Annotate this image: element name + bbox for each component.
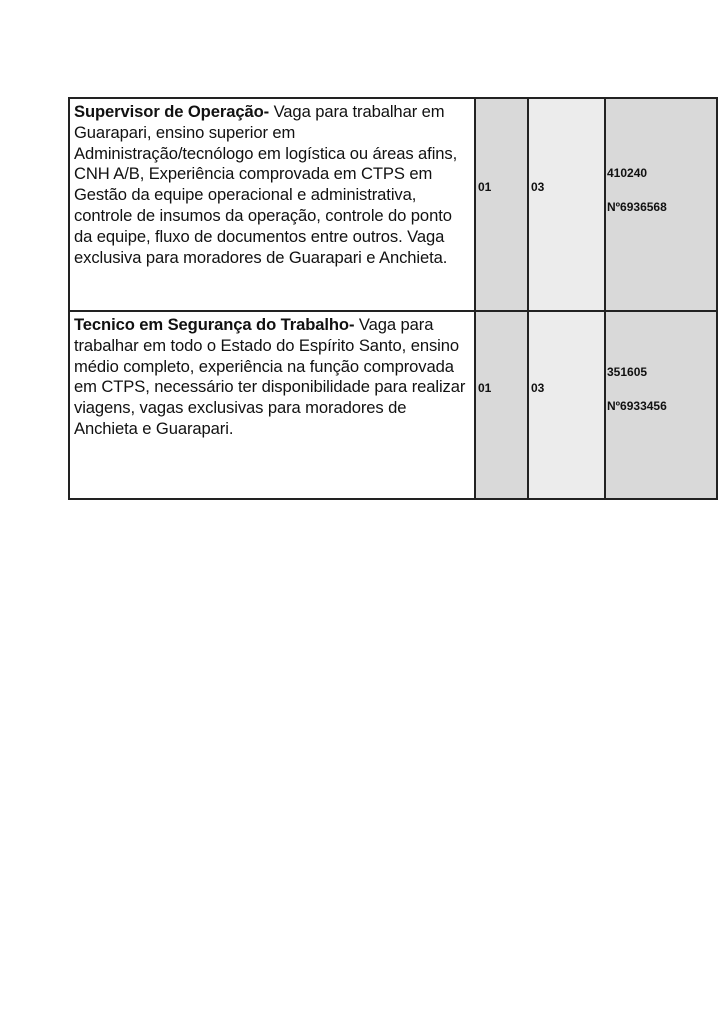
cbo-code: 410240 bbox=[607, 166, 648, 180]
col3-cell bbox=[529, 99, 606, 310]
job-title: Tecnico em Segurança do Trabalho- bbox=[74, 315, 355, 334]
table-row bbox=[70, 99, 718, 312]
vagas-cell bbox=[476, 99, 529, 310]
vaga-number: Nº6933456 bbox=[607, 399, 667, 413]
job-description: Vaga para trabalhar em todo o Estado do Espírito Santo, ensino médio completo, experiência na função comprovada em CTPS, necessário ter disponibilidade para realizar viagens, vagas exclusivas para moradores de Anchieta e Guarapari. bbox=[74, 315, 466, 438]
col3-value: 03 bbox=[531, 381, 545, 395]
job-description: Vaga para trabalhar em Guarapari, ensino superior em Administração/tecnólogo em logística ou áreas afins, CNH A/B, Experiência comprovada em CTPS em Gestão da equipe operacional e administrativa, controle de insumos da operação, controle do ponto da equipe, fluxo de documentos entre outros. Vaga exclusiva para moradores de Guarapari e Anchieta. bbox=[74, 102, 458, 267]
col3-value: 03 bbox=[531, 180, 545, 194]
code-cell bbox=[606, 99, 718, 310]
job-title: Supervisor de Operação- bbox=[74, 102, 270, 121]
vaga-number: Nº6936568 bbox=[607, 200, 667, 214]
vagas-value: 01 bbox=[478, 180, 492, 194]
vagas-value: 01 bbox=[478, 381, 492, 395]
vagas-cell bbox=[476, 312, 529, 498]
job-description-cell bbox=[70, 312, 476, 498]
code-cell bbox=[606, 312, 718, 498]
table-row bbox=[70, 312, 718, 500]
col3-cell bbox=[529, 312, 606, 498]
cbo-code: 351605 bbox=[607, 365, 648, 379]
job-table bbox=[68, 97, 718, 500]
job-description-cell bbox=[70, 99, 476, 310]
